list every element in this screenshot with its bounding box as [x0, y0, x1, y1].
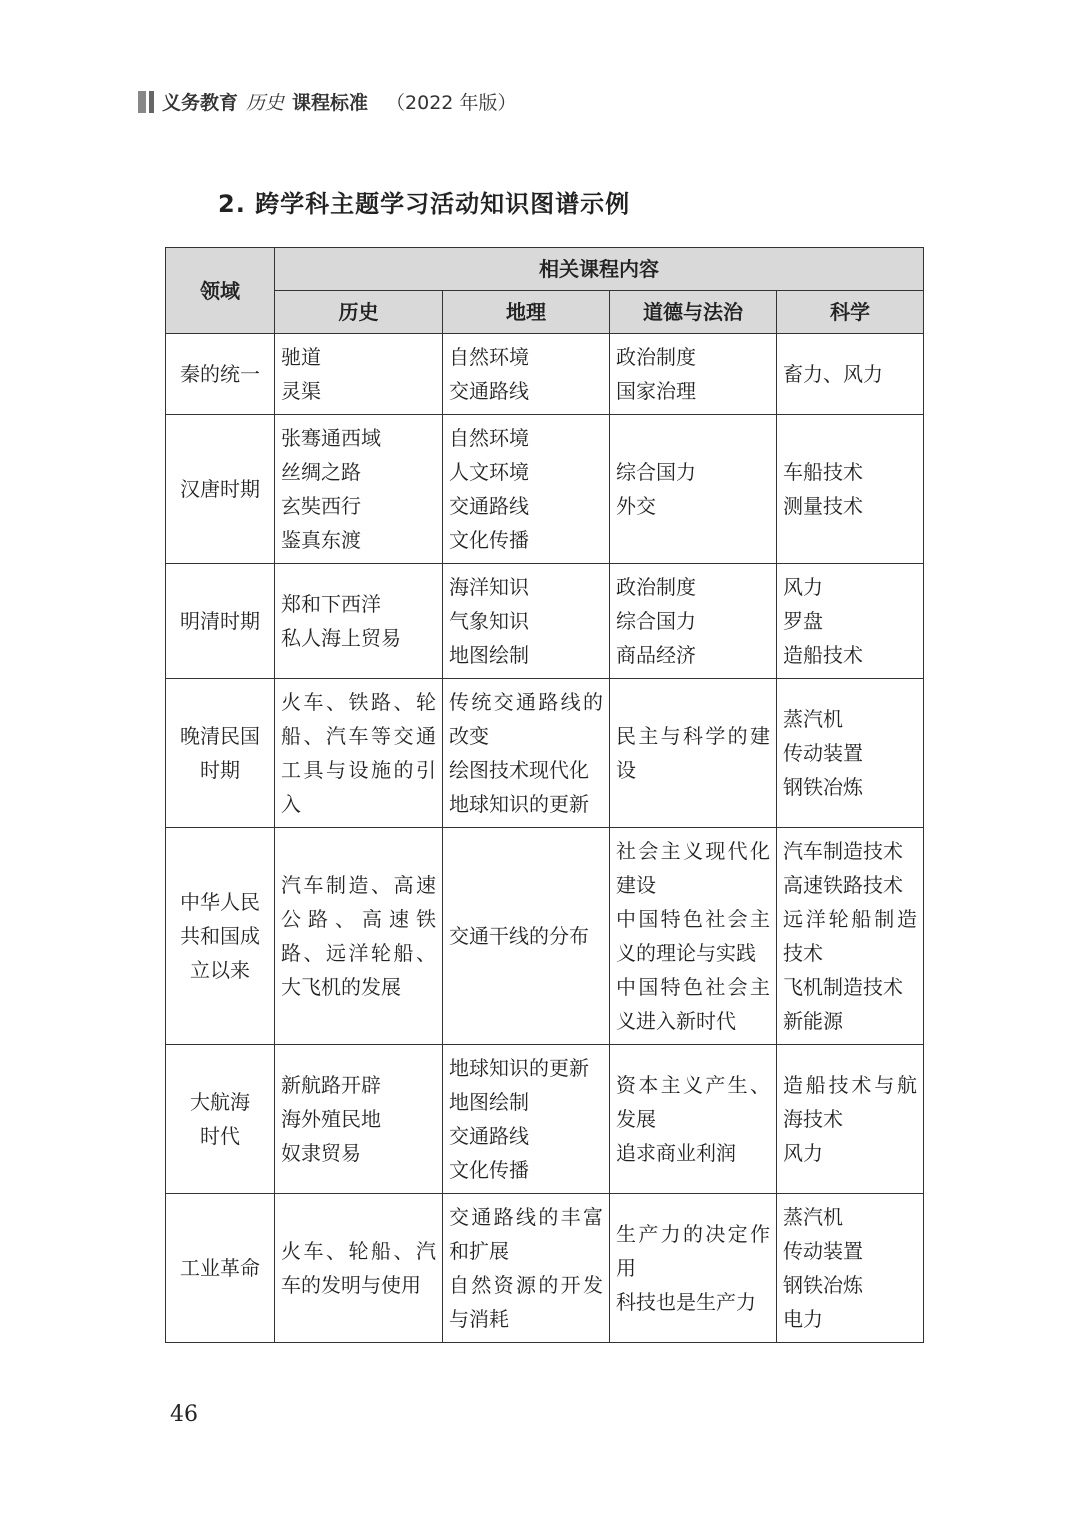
morality-law-cell [610, 679, 777, 828]
geography-item: 地图绘制 [449, 1090, 529, 1114]
history-item: 鉴真东渡 [281, 528, 361, 552]
history-item: 火车、轮船、汽车的发明与使用 [281, 1239, 436, 1297]
science-item: 风力 [783, 575, 823, 599]
history-item: 汽车制造、高速公路、高速铁路、远洋轮船、大飞机的发展 [281, 873, 436, 999]
history-item: 张骞通西域 [281, 426, 381, 450]
science-cell [777, 564, 924, 679]
domain-cell: 明清时期 [166, 564, 275, 679]
domain-cell: 汉唐时期 [166, 415, 275, 564]
geography-cell [443, 564, 610, 679]
science-item: 远洋轮船制造技术 [783, 907, 917, 965]
geography-cell [443, 1194, 610, 1343]
geography-item: 气象知识 [449, 609, 529, 633]
header-title-subject: 历史 [246, 92, 285, 114]
history-cell [275, 415, 443, 564]
science-item: 传动装置 [783, 741, 863, 765]
domain-cell: 秦的统一 [166, 334, 275, 415]
geography-cell [443, 1045, 610, 1194]
column-header-morality-law: 道德与法治 [610, 291, 777, 334]
history-item: 奴隶贸易 [281, 1141, 361, 1165]
table-row [166, 564, 924, 679]
geography-cell [443, 334, 610, 415]
running-header [138, 88, 516, 115]
table-body [166, 334, 924, 1343]
geography-item: 自然资源的开发与消耗 [449, 1273, 603, 1331]
science-item: 钢铁冶炼 [783, 1273, 863, 1297]
geography-item: 文化传播 [449, 528, 529, 552]
morality-law-item: 民主与科学的建设 [616, 724, 770, 782]
morality-law-item: 外交 [616, 494, 656, 518]
geography-item: 交通路线 [449, 494, 529, 518]
morality-law-item: 中国特色社会主义的理论与实践 [616, 907, 770, 965]
morality-law-cell [610, 828, 777, 1045]
morality-law-cell [610, 1045, 777, 1194]
header-edition: （2022 年版） [386, 92, 517, 114]
morality-law-item: 政治制度 [616, 575, 696, 599]
table-row [166, 679, 924, 828]
history-item: 驰道 [281, 345, 321, 369]
domain-cell: 大航海 时代 [166, 1045, 275, 1194]
science-cell [777, 679, 924, 828]
history-item: 丝绸之路 [281, 460, 361, 484]
morality-law-item: 综合国力 [616, 460, 696, 484]
science-item: 造船技术与航海技术 [783, 1073, 917, 1131]
domain-cell: 晚清民国 时期 [166, 679, 275, 828]
history-item: 新航路开辟 [281, 1073, 381, 1097]
table-row [166, 1194, 924, 1343]
geography-item: 地球知识的更新 [449, 792, 589, 816]
domain-cell: 中华人民 共和国成 立以来 [166, 828, 275, 1045]
morality-law-cell [610, 415, 777, 564]
history-cell [275, 334, 443, 415]
science-item: 电力 [783, 1307, 823, 1331]
geography-item: 自然环境 [449, 426, 529, 450]
geography-cell [443, 828, 610, 1045]
domain-header: 领域 [166, 248, 275, 334]
morality-law-cell [610, 564, 777, 679]
geography-item: 绘图技术现代化 [449, 758, 589, 782]
geography-item: 交通干线的分布 [449, 924, 589, 948]
morality-law-item: 追求商业利润 [616, 1141, 736, 1165]
morality-law-cell [610, 334, 777, 415]
science-item: 钢铁冶炼 [783, 775, 863, 799]
geography-item: 交通路线的丰富和扩展 [449, 1205, 603, 1263]
header-title-a: 义务教育 [162, 92, 239, 114]
science-item: 高速铁路技术 [783, 873, 903, 897]
science-item: 汽车制造技术 [783, 839, 903, 863]
science-cell [777, 1194, 924, 1343]
history-cell [275, 1045, 443, 1194]
science-cell [777, 334, 924, 415]
geography-item: 海洋知识 [449, 575, 529, 599]
science-item: 风力 [783, 1141, 823, 1165]
header-title-b: 课程标准 [292, 92, 369, 114]
domain-cell: 工业革命 [166, 1194, 275, 1343]
history-item: 私人海上贸易 [281, 626, 401, 650]
header-title [162, 88, 516, 115]
morality-law-item: 国家治理 [616, 379, 696, 403]
morality-law-item: 政治制度 [616, 345, 696, 369]
column-header-history: 历史 [275, 291, 443, 334]
geography-cell [443, 679, 610, 828]
table-row [166, 334, 924, 415]
science-cell [777, 415, 924, 564]
science-item: 罗盘 [783, 609, 823, 633]
morality-law-cell [610, 1194, 777, 1343]
history-cell [275, 679, 443, 828]
geography-item: 交通路线 [449, 1124, 529, 1148]
morality-law-item: 商品经济 [616, 643, 696, 667]
knowledge-map-table [165, 247, 924, 1343]
history-item: 玄奘西行 [281, 494, 361, 518]
science-item: 蒸汽机 [783, 707, 843, 731]
geography-item: 交通路线 [449, 379, 529, 403]
history-cell [275, 1194, 443, 1343]
column-header-geography: 地理 [443, 291, 610, 334]
science-item: 新能源 [783, 1009, 843, 1033]
geography-item: 文化传播 [449, 1158, 529, 1182]
science-item: 传动装置 [783, 1239, 863, 1263]
geography-item: 传统交通路线的改变 [449, 690, 603, 748]
science-item: 测量技术 [783, 494, 863, 518]
geography-item: 人文环境 [449, 460, 529, 484]
science-item: 飞机制造技术 [783, 975, 903, 999]
page-number: 46 [170, 1402, 198, 1427]
morality-law-item: 科技也是生产力 [616, 1290, 756, 1314]
science-item: 车船技术 [783, 460, 863, 484]
history-item: 海外殖民地 [281, 1107, 381, 1131]
science-item: 畜力、风力 [783, 362, 883, 386]
morality-law-item: 中国特色社会主义进入新时代 [616, 975, 770, 1033]
column-header-science: 科学 [777, 291, 924, 334]
geography-item: 地图绘制 [449, 643, 529, 667]
history-item: 灵渠 [281, 379, 321, 403]
geography-item: 自然环境 [449, 345, 529, 369]
morality-law-item: 社会主义现代化建设 [616, 839, 770, 897]
history-cell [275, 828, 443, 1045]
science-item: 蒸汽机 [783, 1205, 843, 1229]
related-content-header: 相关课程内容 [275, 248, 924, 291]
morality-law-item: 资本主义产生、发展 [616, 1073, 770, 1131]
table-row [166, 1045, 924, 1194]
section-title: 2. 跨学科主题学习活动知识图谱示例 [218, 190, 631, 218]
table-row [166, 415, 924, 564]
geography-item: 地球知识的更新 [449, 1056, 589, 1080]
history-item: 郑和下西洋 [281, 592, 381, 616]
science-cell [777, 1045, 924, 1194]
table-row [166, 828, 924, 1045]
geography-cell [443, 415, 610, 564]
morality-law-item: 综合国力 [616, 609, 696, 633]
history-cell [275, 564, 443, 679]
header-bars-icon [138, 91, 154, 113]
science-cell [777, 828, 924, 1045]
history-item: 火车、铁路、轮船、汽车等交通工具与设施的引入 [281, 690, 436, 816]
morality-law-item: 生产力的决定作用 [616, 1222, 770, 1280]
science-item: 造船技术 [783, 643, 863, 667]
